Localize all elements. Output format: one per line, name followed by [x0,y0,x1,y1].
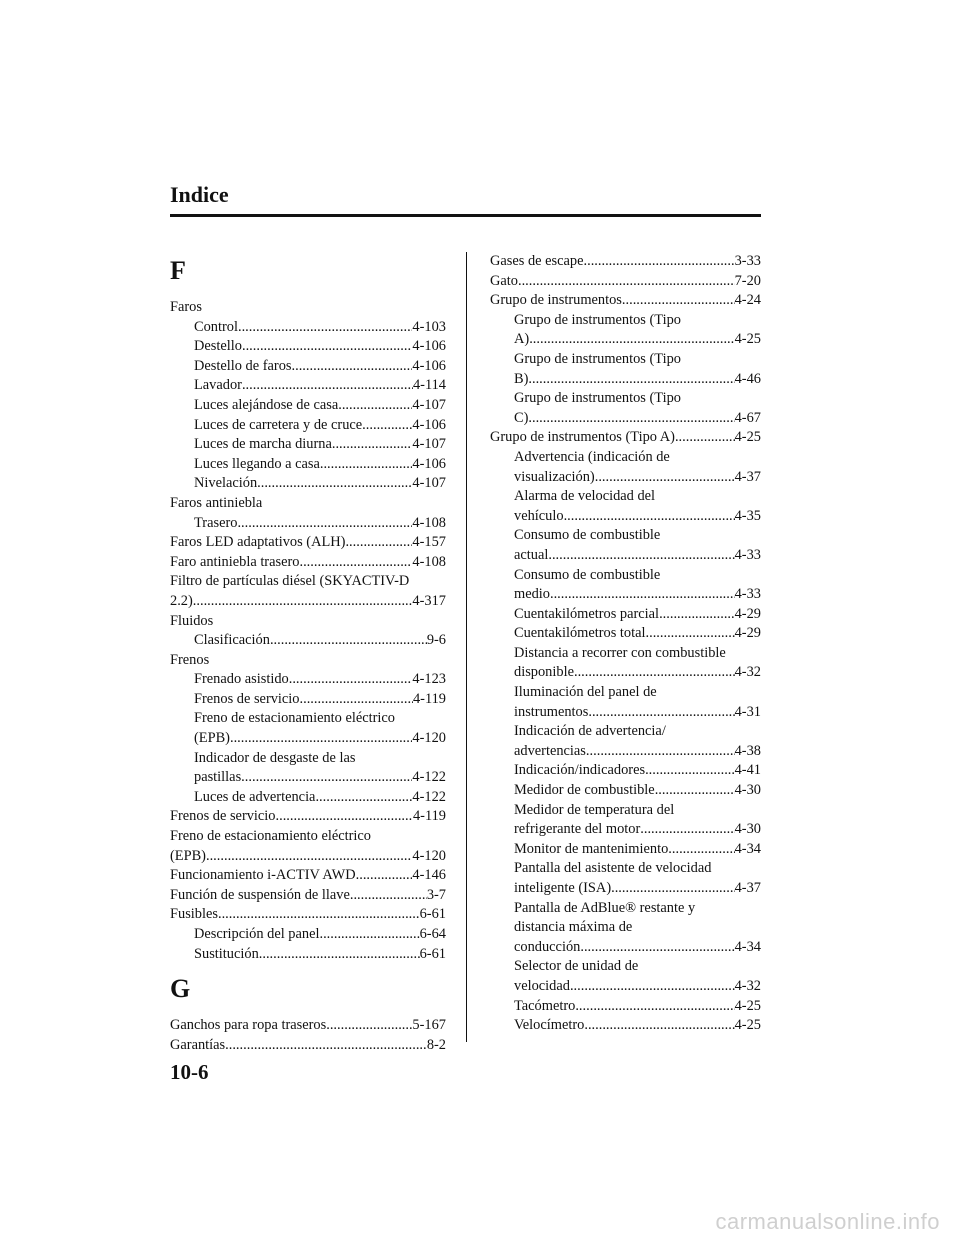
dot-leader [584,252,735,272]
dot-leader [345,533,412,553]
index-entry [170,612,446,632]
index-entry-page: 3-33 [734,253,761,269]
dot-leader [622,291,735,311]
dot-leader [362,416,412,436]
index-entry [170,533,446,553]
index-entry-text: Luces de marcha diurna [194,436,332,453]
dot-leader [646,624,735,644]
index-entry-heading: Filtro de partículas diésel (SKYACTIV-D [170,573,410,590]
index-entry [170,905,446,925]
index-entry-page: 4-108 [412,553,446,570]
dot-leader [528,409,734,429]
index-entry [490,644,761,683]
index-entry-heading: Consumo de combustible [514,527,661,544]
header-rule [170,214,761,217]
dot-leader [645,761,735,781]
index-entry [490,428,761,448]
index-entry-text: refrigerante del motor [514,821,641,838]
index-entry [170,1016,446,1036]
index-column-left [170,246,446,1055]
index-entry-heading: Alarma de velocidad del [514,488,656,505]
index-entry-page: 7-20 [734,272,761,289]
index-entry [490,761,761,781]
index-entry-text: actual [514,546,549,563]
index-entry [170,925,446,945]
index-entry-heading: Distancia a recorrer con combustible [514,644,726,661]
index-entry-page: 5-167 [412,1017,446,1034]
dot-leader [315,788,412,808]
index-entry-text: Medidor de combustible [514,782,655,799]
index-entry-text: Luces alejándose de casa [194,396,339,413]
index-entry-text: conducción [514,938,581,955]
index-entry-text: B) [514,370,529,387]
index-entry [490,859,761,898]
index-entry-page: 4-106 [412,357,446,374]
index-entry-text: A) [514,331,530,348]
index-entry-text: advertencias [514,742,586,759]
index-entry-page: 4-25 [734,331,761,348]
index-entry [170,318,446,338]
dot-leader [259,945,420,965]
index-entry-page: 4-106 [412,416,446,433]
watermark: carmanualsonline.info [715,1209,940,1234]
index-entry-text: Sustitución [194,945,259,962]
index-entry [170,788,446,808]
index-entry-text: vehículo [514,507,564,524]
index-entry-text: pastillas [194,769,242,786]
index-entry [170,435,446,455]
index-entry [490,487,761,526]
index-entry [170,709,446,748]
index-entry-text: (EPB) [170,847,206,864]
index-entry-text: Destello de faros [194,357,292,374]
dot-leader [529,330,734,350]
index-entry-text: Indicación/indicadores [514,762,646,779]
index-entry-page: 4-120 [412,730,446,747]
index-entry-page: 4-37 [734,880,761,896]
dot-leader [238,318,412,338]
index-entry-page: 4-25 [734,997,761,1014]
index-entry-text: Lavador [194,377,242,394]
index-entry [490,389,761,428]
index-entry [490,957,761,996]
index-entry-page: 4-25 [734,1017,761,1034]
index-entry-text: Gato [490,272,518,289]
index-entry-page: 4-107 [412,436,446,453]
index-entry-heading: Freno de estacionamiento eléctrico [194,710,395,727]
index-entry-text: Descripción del panel [194,926,320,942]
index-entry-text: Luces de advertencia [194,788,316,805]
index-entry-heading: Frenos [170,651,210,668]
dot-leader [225,1036,427,1056]
index-entry [170,670,446,690]
index-entry-page: 4-29 [734,625,761,642]
index-entry-text: medio [514,586,550,603]
index-entry-heading: Pantalla de AdBlue® restante y distancia máxima de [514,899,696,936]
index-entry [490,840,761,860]
index-column-right [490,252,761,1036]
index-entry-page: 3-7 [426,886,446,903]
index-entry-page: 4-146 [412,867,446,884]
section-letter: F [170,256,186,285]
index-entry-text: Faro antiniebla trasero [170,553,300,570]
index-entry [490,291,761,311]
index-entry-page: 4-31 [734,703,761,720]
index-entry-text: Frenos de servicio [170,808,276,825]
page-header-title: Indice [170,182,229,207]
index-entry-page: 4-107 [412,396,446,413]
dot-leader [675,428,735,448]
index-entry-page: 4-32 [734,977,761,994]
index-entry [170,396,446,416]
index-entry [170,357,446,377]
index-entry-heading: Selector de unidad de [514,958,639,975]
dot-leader [237,514,412,534]
index-entry [490,781,761,801]
dot-leader [548,546,734,566]
dot-leader [575,997,734,1017]
index-entry [490,801,761,840]
index-entry [170,945,446,965]
index-entry [490,350,761,389]
dot-leader [257,474,412,494]
dot-leader [528,370,734,390]
dot-leader [292,357,413,377]
dot-leader [570,977,735,997]
index-entry [490,605,761,625]
index-entry-page: 6-64 [419,926,446,942]
index-entry-page: 4-46 [734,370,761,387]
index-entry-text: visualización) [514,468,595,485]
dot-leader [270,631,427,651]
index-entry-page: 4-34 [734,938,761,955]
index-entry-page: 4-123 [412,671,446,688]
index-entry-page: 4-41 [734,762,761,779]
index-entry [490,272,761,292]
index-entry-page: 4-108 [412,514,446,531]
index-entry [170,651,446,671]
index-entry [170,455,446,475]
index-entry-page: 4-67 [734,409,761,426]
index-entry [170,474,446,494]
index-entry [490,448,761,487]
dot-leader [338,396,412,416]
index-entry [170,631,446,651]
index-entry [490,997,761,1017]
index-entry-text: Luces de carretera y de cruce [194,416,363,433]
dot-leader [300,690,413,710]
column-divider [466,252,467,1042]
dot-leader [242,376,413,396]
index-entry-text: (EPB) [194,730,230,747]
index-entry-text: Faros LED adaptativos (ALH) [170,534,346,551]
index-entry [170,1036,446,1056]
index-entry-page: 4-24 [734,292,761,309]
index-entry-page: 4-119 [412,690,446,707]
dot-leader [326,1016,412,1036]
index-entry-page: 4-106 [412,338,446,355]
index-entry [170,572,446,611]
dot-leader [518,272,735,292]
index-entry [490,252,761,272]
index-entry [490,683,761,722]
dot-leader [230,729,412,749]
index-entry [170,827,446,866]
index-entry [490,566,761,605]
index-entry [170,514,446,534]
dot-leader [659,605,735,625]
index-entry-text: Cuentakilómetros total [514,625,646,642]
dot-leader [574,663,735,683]
index-entry-page: 9-6 [426,632,446,649]
index-entry-text: Garantías [170,1036,226,1053]
index-entry-text: Frenos de servicio [194,690,300,707]
index-entry [170,337,446,357]
index-entry-page: 4-30 [734,782,761,799]
index-entry-page: 4-25 [734,429,761,446]
index-entry-page: 4-37 [734,468,761,485]
dot-leader [241,768,412,788]
dot-leader [350,886,427,906]
index-entry-page: 4-32 [734,664,761,681]
dot-leader [289,670,413,690]
index-entry-text: instrumentos [514,703,589,720]
index-entry [490,1016,761,1036]
dot-leader [586,742,735,762]
index-entry-page: 4-122 [412,788,446,805]
index-entry [170,553,446,573]
dot-leader [611,879,735,899]
index-entry-heading: Faros antiniebla [170,494,263,511]
index-entry-page: 4-35 [734,507,761,524]
index-entry-page: 6-61 [419,906,446,923]
index-entry-page: 4-157 [412,534,446,551]
dot-leader [640,820,734,840]
index-entry-text: Fusibles [170,906,218,923]
index-entry-heading: Grupo de instrumentos (Tipo [514,311,681,328]
index-entry-heading: Faros [170,299,202,315]
index-entry-text: C) [514,409,529,426]
index-entry [490,311,761,350]
index-entry-text: disponible [514,664,574,681]
index-entry-text: Luces llegando a casa [194,455,320,472]
index-entry-page: 4-30 [734,821,761,838]
dot-leader [580,938,734,958]
index-entry-text: velocidad [514,977,570,994]
index-entry-text: Control [194,318,238,335]
index-entry-heading: Medidor de temperatura del [514,801,675,818]
index-entry-page: 4-114 [412,377,446,394]
index-entry-text: Grupo de instrumentos (Tipo A) [490,429,675,446]
dot-leader [320,455,413,475]
index-entry-text: inteligente (ISA) [514,880,612,896]
index-entry-text: Destello [194,338,242,355]
index-entry-heading: Iluminación del panel de [514,684,657,701]
index-entry-page: 4-34 [734,840,761,857]
page-number: 10-6 [170,1060,209,1084]
section-letter: G [170,974,191,1004]
index-entry-text: Tacómetro [514,997,576,1014]
index-entry [170,376,446,396]
index-entry-page: 4-120 [412,847,446,864]
index-entry-text: 2.2) [170,592,193,609]
index-entry-text: Frenado asistido [194,671,289,688]
index-entry [490,624,761,644]
index-entry-text: Función de suspensión de llave [170,886,350,903]
index-entry [170,807,446,827]
index-entry-heading: Freno de estacionamiento eléctrico [170,828,371,845]
index-entry [170,886,446,906]
dot-leader [319,925,419,945]
index-entry-text: Monitor de mantenimiento [514,840,669,857]
index-entry-text: Ganchos para ropa traseros [170,1017,327,1034]
dot-leader [276,807,413,827]
dot-leader [564,507,735,527]
index-entry [170,690,446,710]
dot-leader [595,468,735,488]
index-entry-text: Cuentakilómetros parcial [514,605,660,622]
index-entry-text: Grupo de instrumentos [490,292,622,309]
index-entry-heading: Consumo de combustible [514,566,661,583]
index-entry-page: 4-106 [412,455,446,472]
index-entry-heading: Indicador de desgaste de las [194,749,356,766]
index-entry [490,722,761,761]
index-entry-text: Nivelación [194,475,258,492]
dot-leader [655,781,735,801]
index-entry-text: Clasificación [194,632,270,649]
dot-leader [356,866,413,886]
index-entry-page: 4-103 [412,318,446,335]
index-entry-page: 4-107 [412,475,446,492]
dot-leader [218,905,420,925]
index-entry-text: Funcionamiento i-ACTIV AWD [170,867,356,884]
index-entry-heading: Indicación de advertencia/ [514,723,666,740]
index-entry-heading: Advertencia (indicación de [514,448,670,465]
index-entry-page: 4-38 [734,742,761,759]
index-entry [170,298,446,318]
dot-leader [299,553,412,573]
dot-leader [588,703,734,723]
dot-leader [206,847,412,867]
index-entry-text: Trasero [194,514,238,531]
index-entry-page: 4-33 [734,546,761,563]
dot-leader [668,840,734,860]
index-entry-heading: Grupo de instrumentos (Tipo [514,350,681,367]
dot-leader [550,585,735,605]
index-entry [490,526,761,565]
index-entry-page: 6-61 [419,945,446,962]
index-entry-page: 4-29 [734,605,761,622]
dot-leader [584,1016,734,1036]
index-entry [490,899,761,958]
index-entry-text: Velocímetro [514,1017,585,1034]
index-entry [170,416,446,436]
index-entry-heading: Grupo de instrumentos (Tipo [514,390,681,407]
index-entry-page: 4-119 [412,808,446,825]
index-entry [170,494,446,514]
dot-leader [332,435,413,455]
index-entry-heading: Fluidos [170,612,214,629]
dot-leader [193,592,413,612]
index-entry [170,866,446,886]
index-entry [170,749,446,788]
index-entry-page: 4-317 [412,592,446,609]
index-entry-text: Gases de escape [490,253,584,269]
index-entry-page: 4-33 [734,586,761,603]
index-entry-heading: Pantalla del asistente de velocidad [514,860,712,877]
index-entry-page: 4-122 [412,769,446,786]
index-entry-page: 8-2 [426,1036,446,1053]
dot-leader [242,337,412,357]
